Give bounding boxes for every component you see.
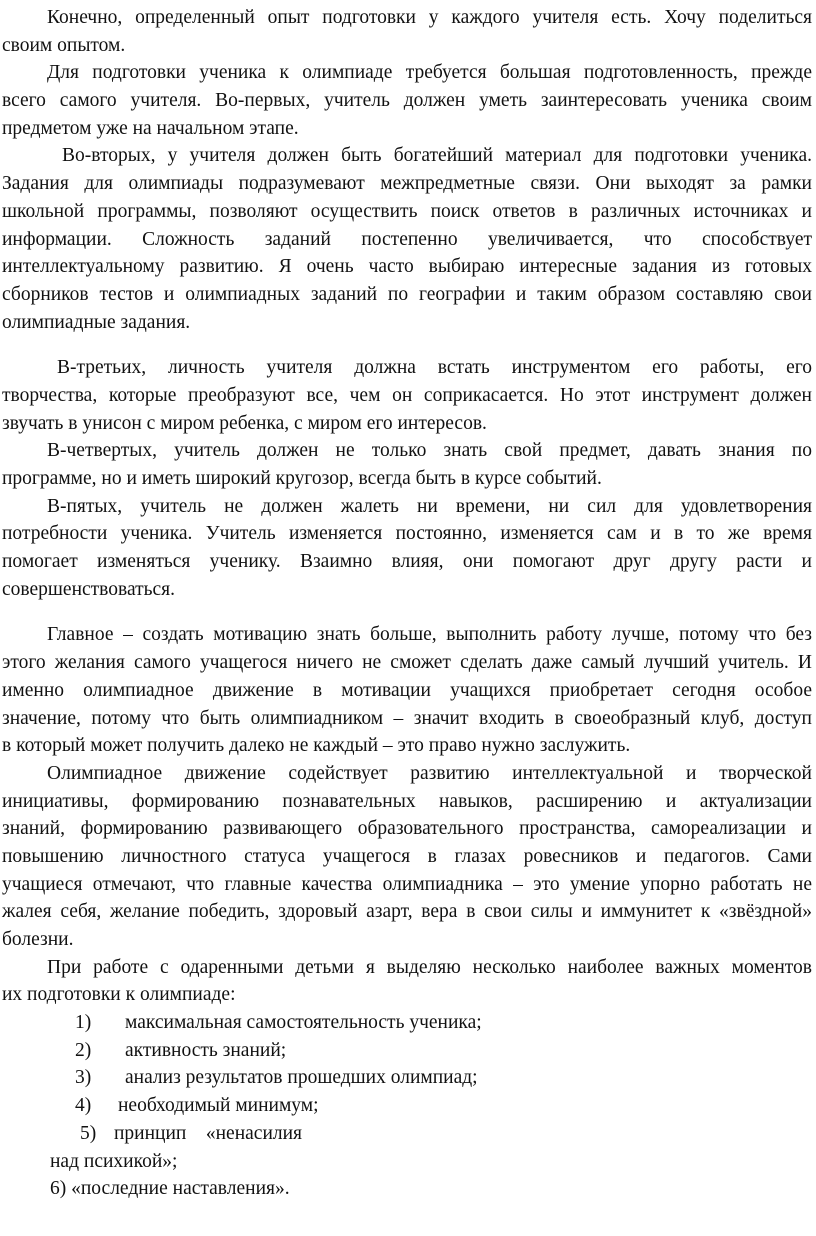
text-line: болезни.: [2, 929, 74, 950]
paragraph: [2, 954, 812, 1009]
text-line: знаний, формированию развивающего образовательного пространства, самореализации и: [2, 818, 812, 840]
text-line: В-третьих, личность учителя должна встать инструментом его работы, его: [57, 357, 812, 379]
list-item: [2, 1120, 812, 1148]
paragraph: [2, 493, 812, 604]
paragraph: [2, 4, 812, 59]
text-line: совершенствоваться.: [2, 578, 176, 600]
text-line: потребности ученика. Учитель изменяется постоянно, изменяется сам и в то же время: [2, 523, 812, 545]
list-text: анализ результатов прошедших олимпиад;: [125, 1067, 478, 1089]
list-tail-line: 6) «последние наставления».: [50, 1178, 290, 1200]
list-text: необходимый минимум;: [118, 1095, 319, 1117]
paragraph: [2, 59, 812, 142]
document-body: [2, 4, 812, 1203]
text-line: жалея себя, желание победить, здоровый азарт, вера в свои силы и иммунитет к «звёздной»: [2, 901, 812, 923]
text-line: помогает изменяться ученику. Взаимно влияя, они помогают друг другу расти и: [2, 551, 812, 573]
text-line: значение, потому что быть олимпиадником – значит входить в своеобразный клуб, доступ: [2, 707, 812, 729]
list-number: 2): [75, 1039, 92, 1061]
list-number: 4): [75, 1095, 92, 1117]
text-line: Главное – создать мотивацию знать больше, выполнить работу лучше, потому что без: [47, 624, 812, 646]
text-line: В-пятых, учитель не должен жалеть ни времени, ни сил для удовлетворения: [47, 495, 812, 517]
text-line: школьной программы, позволяют осуществить поиск ответов в различных источниках и: [2, 200, 812, 222]
text-line: инициативы, формированию познавательных навыков, расширению и актуализации: [2, 790, 812, 812]
text-line: повышению личностного статуса учащегося в глазах ровесников и педагогов. Сами: [2, 845, 812, 867]
list-text: максимальная самостоятельность ученика;: [125, 1012, 482, 1034]
text-line: При работе с одаренными детьми я выделяю несколько наиболее важных моментов: [47, 956, 812, 978]
paragraph: [2, 142, 812, 336]
text-line: сборников тестов и олимпиадных заданий по географии и таким образом составляю свои: [2, 283, 812, 305]
text-line: программе, но и иметь широкий кругозор, всегда быть в курсе событий.: [2, 468, 602, 489]
paragraph: [2, 621, 812, 759]
text-line: интеллектуальному развитию. Я очень часто выбираю интересные задания из готовых: [2, 256, 812, 278]
list-tail-line: над психикой»;: [50, 1150, 178, 1172]
list-text: активность знаний;: [125, 1039, 287, 1061]
text-line: всего самого учителя. Во-первых, учитель должен уметь заинтересовать ученика своим: [2, 90, 812, 112]
text-line: предметом уже на начальном этапе.: [2, 117, 299, 139]
paragraph: [2, 354, 812, 437]
list-item: [2, 1037, 812, 1065]
list-number: 1): [75, 1012, 92, 1034]
text-line: своим опытом.: [2, 34, 126, 56]
list-item: [2, 1009, 812, 1037]
list-item: [2, 1092, 812, 1120]
text-line: Во-вторых, у учителя должен быть богатейший материал для подготовки ученика.: [62, 145, 812, 167]
text-line: звучать в унисон с миром ребенка, с миром его интересов.: [2, 412, 487, 434]
list-number: 5): [80, 1122, 97, 1144]
text-line: Олимпиадное движение содействует развитию интеллектуальной и творческой: [47, 762, 812, 784]
text-line: учащиеся отмечают, что главные качества олимпиадника – это умение упорно работать не: [2, 873, 812, 895]
text-line: Конечно, определенный опыт подготовки у каждого учителя есть. Хочу поделиться: [47, 7, 812, 28]
text-line: этого желания самого учащегося ничего не сможет сделать даже самый лучший учитель. И: [2, 652, 812, 674]
text-line: В-четвертых, учитель должен не только знать свой предмет, давать знания по: [47, 440, 812, 462]
text-line: Для подготовки ученика к олимпиаде требуется большая подготовленность, прежде: [47, 62, 812, 84]
text-line: информации. Сложность заданий постепенно увеличивается, что способствует: [2, 228, 812, 250]
paragraph: [2, 760, 812, 954]
text-line: их подготовки к олимпиаде:: [2, 984, 236, 1006]
text-line: именно олимпиадное движение в мотивации учащихся приобретает сегодня особое: [2, 679, 812, 701]
text-line: Задания для олимпиады подразумевают межпредметные связи. Они выходят за рамки: [2, 173, 812, 195]
paragraph: [2, 437, 812, 492]
list-text: принцип «ненасилия: [114, 1122, 303, 1144]
list-number: 3): [75, 1067, 92, 1089]
text-line: олимпиадные задания.: [2, 311, 191, 333]
text-line: в который может получить далеко не каждый – это право нужно заслужить.: [2, 735, 631, 757]
text-line: творчества, которые преобразуют все, чем он соприкасается. Но этот инструмент должен: [2, 384, 812, 406]
list-item: [2, 1064, 812, 1092]
